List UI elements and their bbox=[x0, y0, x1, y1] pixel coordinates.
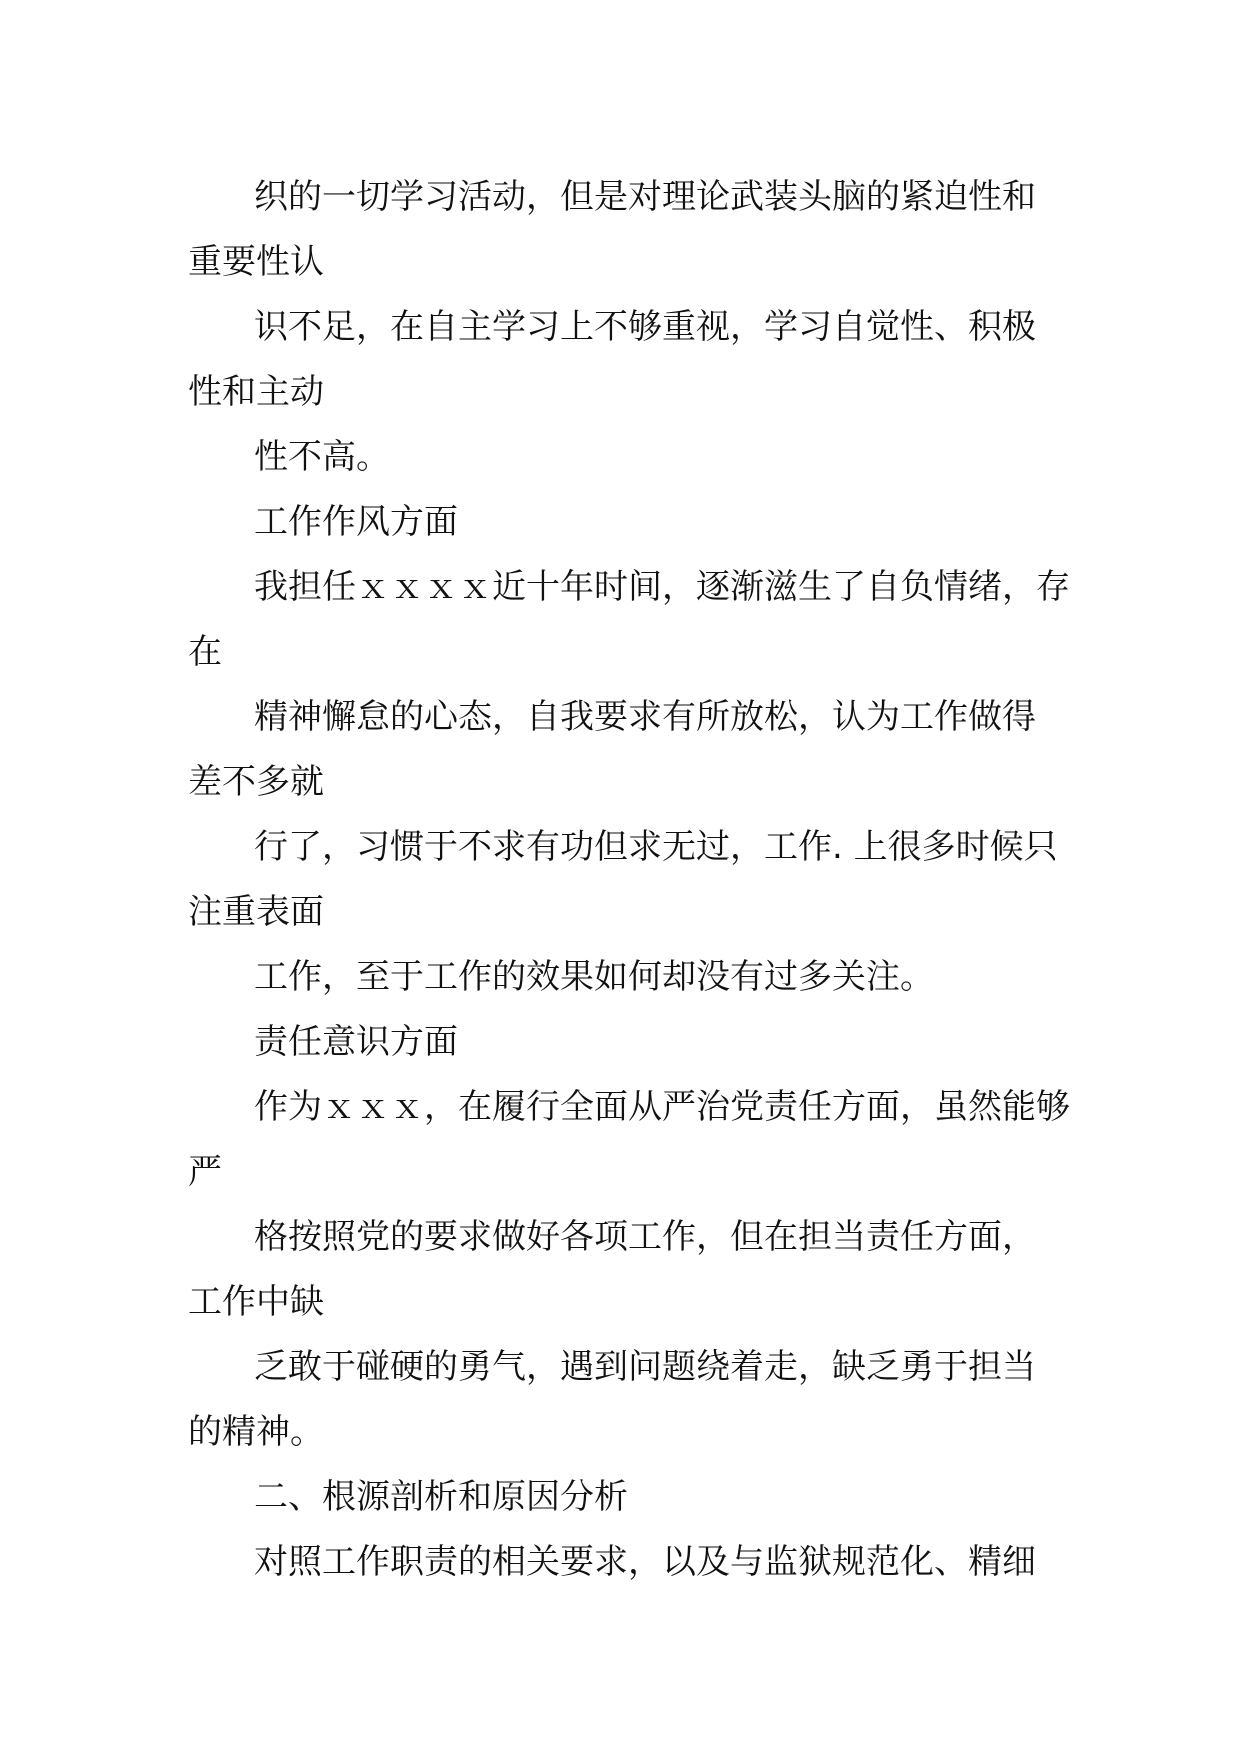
section-heading: 工作作风方面 bbox=[254, 502, 458, 542]
text-line: 我担任ｘｘｘｘ近十年时间，逐渐滋生了自负情绪，存 bbox=[254, 567, 1070, 607]
text-line: 乏敢于碰硬的勇气，遇到问题绕着走，缺乏勇于担当 bbox=[254, 1347, 1036, 1387]
text-line: 识不足，在自主学习上不够重视，学习自觉性、积极 bbox=[254, 307, 1036, 347]
document-body bbox=[188, 165, 1070, 1595]
text-line: 精神懈怠的心态，自我要求有所放松，认为工作做得 bbox=[254, 697, 1036, 737]
text-line: 行了，习惯于不求有功但求无过，工作. 上很多时候只 bbox=[254, 827, 1058, 867]
text-line: 格按照党的要求做好各项工作，但在担当责任方面， bbox=[254, 1217, 1036, 1257]
text-line: 织的一切学习活动，但是对理论武装头脑的紧迫性和 bbox=[254, 177, 1036, 217]
text-line: 的精神。 bbox=[188, 1412, 324, 1452]
text-line: 差不多就 bbox=[188, 762, 324, 802]
text-line: 工作中缺 bbox=[188, 1282, 324, 1322]
text-line: 对照工作职责的相关要求，以及与监狱规范化、精细 bbox=[254, 1542, 1036, 1582]
text-line: 在 bbox=[188, 632, 222, 672]
text-line: 注重表面 bbox=[188, 892, 324, 932]
text-line: 性和主动 bbox=[188, 372, 324, 412]
section-heading: 二、根源剖析和原因分析 bbox=[254, 1477, 628, 1517]
text-line: 严 bbox=[188, 1152, 222, 1192]
text-line: 性不高。 bbox=[254, 437, 390, 477]
text-line: 作为ｘｘｘ，在履行全面从严治党责任方面，虽然能够 bbox=[254, 1087, 1070, 1127]
text-line: 工作，至于工作的效果如何却没有过多关注。 bbox=[254, 957, 934, 997]
section-heading: 责任意识方面 bbox=[254, 1022, 458, 1062]
text-line: 重要性认 bbox=[188, 242, 324, 282]
